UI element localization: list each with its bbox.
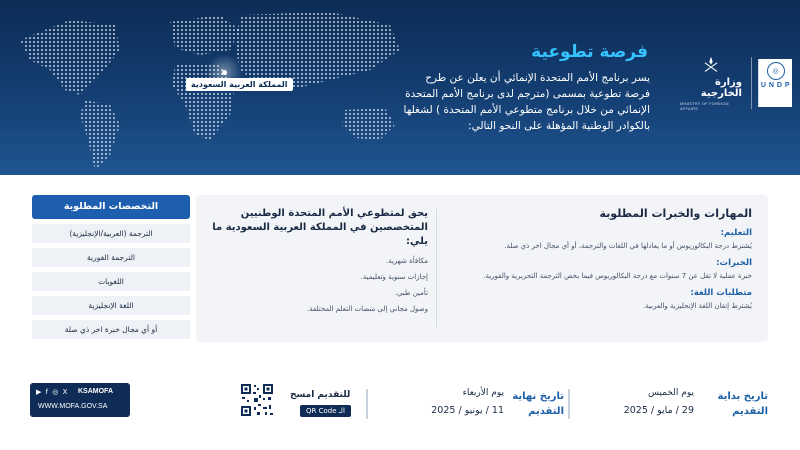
map-pin-icon [222,70,227,75]
end-date: 11 / يونيو / 2025 [431,405,504,416]
start-day: يوم الخميس [647,388,694,398]
qr-code-label: الـ QR Code [300,405,351,417]
language-title: متطلبات اللغة: [690,288,752,298]
list-item: إجازات سنوية وتعليمية. [360,273,428,281]
undp-label: U N D P [760,82,791,89]
website-link[interactable]: WWW.MOFA.GOV.SA [38,403,108,410]
details-section [0,175,800,375]
start-date: 29 / مايو / 2025 [623,405,694,416]
footer-divider [366,389,368,419]
end-date-label [512,389,564,419]
start-date-label [718,389,769,419]
apply-instruction: للتقديم امسح [290,390,351,400]
social-handle[interactable]: KSAMOFA [78,388,113,395]
end-label-line1: تاريخ نهاية [512,391,564,402]
spec-item: اللغويات [32,272,190,291]
mofa-english-name: MINISTRY OF FOREIGN AFFAIRS [680,101,729,111]
social-icons[interactable]: ▶ f ◎ X [36,388,69,396]
education-text: يُشترط درجة البكالوريوس أو ما يعادلها في اللغات والترجمة، أو أي مجال اخر ذي صلة. [504,242,752,250]
details-card [196,195,768,342]
experience-title: الخبرات: [716,258,752,268]
list-item: وصول مجاني إلى منصات التعلم المختلفة. [306,305,428,313]
benefits-section [208,207,428,321]
map-label: المملكة العربية السعودية [186,78,293,91]
spec-item: الترجمة الفورية [32,248,190,267]
skills-section [452,207,752,311]
logos-group [660,55,800,115]
card-divider [436,209,437,327]
qr-code[interactable] [240,383,274,417]
intro-text: يسر برنامج الأمم المتحدة الإنمائي أن يعلن عن طرح فرصة تطوعية بمسمى (مترجم لدى برنامج الأمم المتحدة الإنمائي من خلال برنامج متطوعي الأمم المتحدة ) لشغلها بالكوادر الوطنية المؤهلة على النحو التالي: [403,72,650,132]
list-item: تأمين طبي. [394,289,428,297]
specializations-panel [32,195,190,339]
logo-divider [751,57,752,109]
end-day: يوم الأربعاء [462,388,504,398]
un-emblem-icon: ◎ [767,62,785,80]
social-box [30,383,130,417]
skills-title: المهارات والخبرات المطلوبة [599,207,752,220]
footer [0,375,800,450]
end-label-line2: التقديم [528,406,564,417]
start-label-line2: التقديم [732,406,768,417]
spec-item: الترجمة (العربية/الإنجليزية) [32,224,190,243]
experience-text: خبرة عملية لا تقل عن 7 سنوات مع درجة البكالوريوس فيما يخص الترجمة التحريرية والفورية. [483,272,752,280]
list-item: مكافأة شهرية. [386,257,428,265]
saudi-emblem-icon [700,55,722,74]
spec-item: اللغة الإنجليزية [32,296,190,315]
mofa-name: وزارة الخارجية [700,77,742,99]
benefits-title: يحق لمتطوعي الأمم المتحدة الوطنيين المتخصصين في المملكة العربية السعودية ما يلي: [212,208,428,247]
spec-item: أو أي مجال خبرة اخر ذي صلة [32,320,190,339]
education-title: التعليم: [720,228,752,238]
page-title: فرصة تطوعية [531,42,648,62]
language-text: يُشترط إتقان اللغة الإنجليزية والعربية. [643,302,752,310]
benefits-list [208,257,428,313]
undp-logo [758,59,792,107]
footer-divider [568,389,570,419]
header-banner [0,0,800,175]
specializations-header: التخصصات المطلوبة [32,195,190,219]
mofa-logo [680,55,742,111]
start-label-line1: تاريخ بداية [717,391,768,402]
